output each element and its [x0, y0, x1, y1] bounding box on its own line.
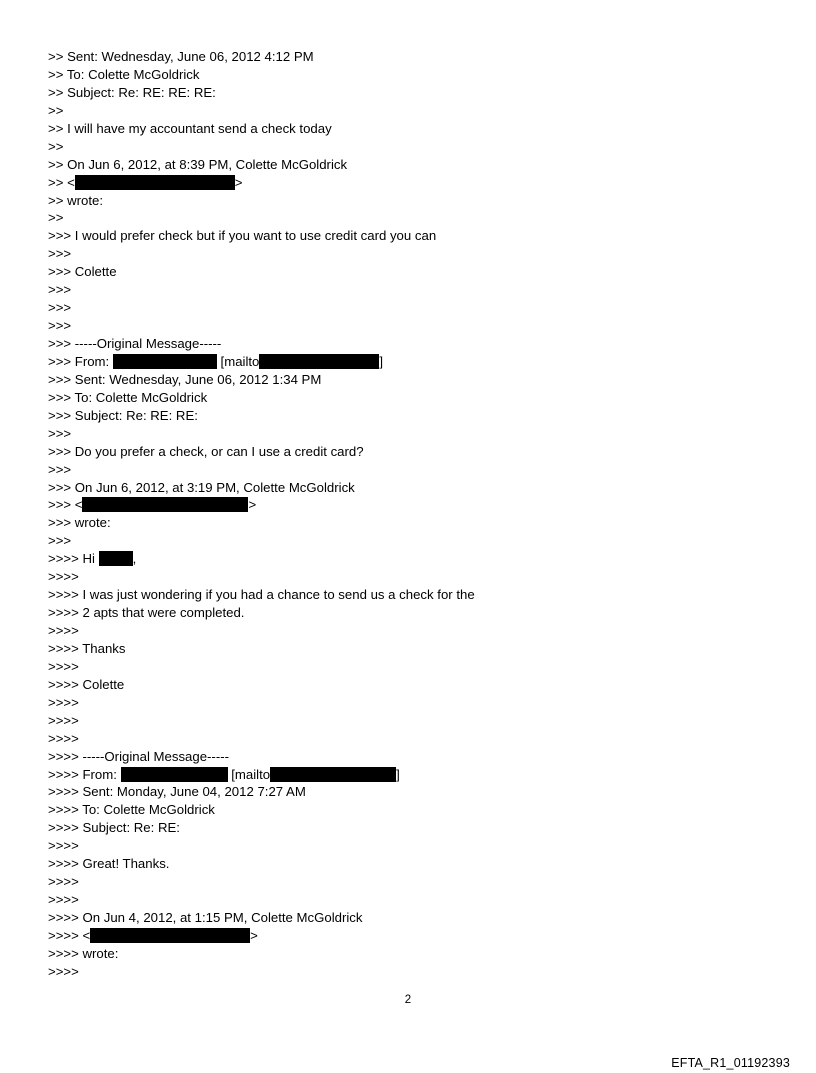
quote-marker-line: >>>: [48, 533, 72, 549]
sent-line: >>>> Sent: Monday, June 04, 2012 7:27 AM: [48, 784, 306, 800]
reply-header-line: >>>> On Jun 4, 2012, at 1:15 PM, Colette McGoldrick: [48, 910, 363, 925]
mailto-label: [mailto: [216, 353, 260, 369]
from-line: [48, 766, 768, 784]
to-line: >>>> To: Colette McGoldrick: [48, 802, 215, 818]
redacted-email-line: [48, 174, 768, 192]
message-line: >>>> Thanks: [48, 640, 126, 656]
quote-marker-line: >>>: [48, 282, 72, 298]
wrote-line: >>> wrote:: [48, 515, 111, 531]
line-suffix: >: [250, 927, 258, 943]
page-number: 2: [404, 994, 412, 1006]
quote-marker-line: >>>>: [48, 963, 79, 979]
line-suffix: ]: [396, 766, 400, 782]
document-id: EFTA_R1_01192393: [671, 1056, 790, 1070]
quote-marker-line: >>>>: [48, 712, 79, 728]
sent-line: >>> Sent: Wednesday, June 06, 2012 1:34 PM: [48, 371, 322, 387]
line-prefix: >> <: [48, 174, 75, 190]
redaction-block: [113, 354, 217, 369]
redaction-block: [99, 551, 133, 566]
quote-marker-line: >>>>: [48, 569, 79, 585]
subject-line: >>> Subject: Re: RE: RE:: [48, 407, 198, 423]
line-suffix: ,: [132, 551, 137, 567]
quote-marker-line: >>: [48, 210, 64, 226]
message-line: >>> Do you prefer a check, or can I use a credit card?: [48, 443, 364, 459]
quote-marker-line: >>>>: [48, 730, 79, 746]
quote-marker-line: >>: [48, 102, 64, 118]
wrote-line: >>>> wrote:: [48, 945, 119, 961]
message-line: >>> I would prefer check but if you want to use credit card you can: [48, 228, 437, 244]
signature-line: >>> Colette: [48, 264, 117, 280]
redaction-block: [259, 354, 379, 369]
from-line: [48, 353, 768, 371]
original-message-separator: >>> -----Original Message-----: [48, 336, 222, 351]
message-line: >>>> I was just wondering if you had a chance to send us a check for the: [48, 587, 475, 603]
original-message-separator: >>>> -----Original Message-----: [48, 748, 229, 764]
redacted-email-line: [48, 927, 768, 945]
quote-marker-line: >>>: [48, 246, 72, 262]
quote-marker-line: >>>>: [48, 623, 79, 638]
line-prefix: >>> <: [48, 497, 83, 513]
quote-marker-line: >>>: [48, 425, 72, 441]
line-prefix: >>>> <: [48, 927, 91, 943]
quote-marker-line: >>>: [48, 318, 72, 334]
redaction-block: [82, 497, 248, 512]
message-line: >> I will have my accountant send a check today: [48, 120, 332, 136]
message-line: >>>> 2 apts that were completed.: [48, 605, 245, 621]
line-suffix: >: [234, 174, 243, 190]
quote-marker-line: >>>>: [48, 694, 79, 710]
reply-header-line: >>> On Jun 6, 2012, at 3:19 PM, Colette McGoldrick: [48, 479, 355, 495]
subject-line: >> Subject: Re: RE: RE: RE:: [48, 84, 216, 100]
signature-line: >>>> Colette: [48, 676, 125, 692]
redaction-block: [121, 767, 228, 782]
to-line: >> To: Colette McGoldrick: [48, 66, 200, 82]
mailto-label: [mailto: [227, 766, 271, 782]
redacted-email-line: [48, 496, 768, 514]
email-thread-body: [48, 48, 768, 981]
line-suffix: ]: [379, 353, 384, 369]
line-prefix: >>>> From:: [48, 766, 121, 782]
wrote-line: >> wrote:: [48, 192, 103, 208]
redaction-block: [270, 767, 396, 782]
greeting-line: [48, 550, 768, 568]
line-prefix: >>>> Hi: [48, 551, 99, 567]
subject-line: >>>> Subject: Re: RE:: [48, 820, 180, 836]
quote-marker-line: >>>: [48, 300, 72, 316]
quote-marker-line: >>>>: [48, 874, 79, 890]
redaction-block: [75, 175, 235, 190]
quote-marker-line: >>>>: [48, 838, 79, 854]
line-suffix: >: [248, 497, 257, 513]
message-line: >>>> Great! Thanks.: [48, 856, 170, 872]
quote-marker-line: >>>: [48, 461, 72, 477]
redaction-block: [90, 928, 250, 943]
quote-marker-line: >>: [48, 138, 64, 154]
sent-line: >> Sent: Wednesday, June 06, 2012 4:12 PM: [48, 49, 314, 64]
line-prefix: >>> From:: [48, 353, 113, 369]
reply-header-line: >> On Jun 6, 2012, at 8:39 PM, Colette McGoldrick: [48, 156, 348, 172]
to-line: >>> To: Colette McGoldrick: [48, 389, 208, 405]
quote-marker-line: >>>>: [48, 658, 79, 674]
quote-marker-line: >>>>: [48, 892, 79, 908]
